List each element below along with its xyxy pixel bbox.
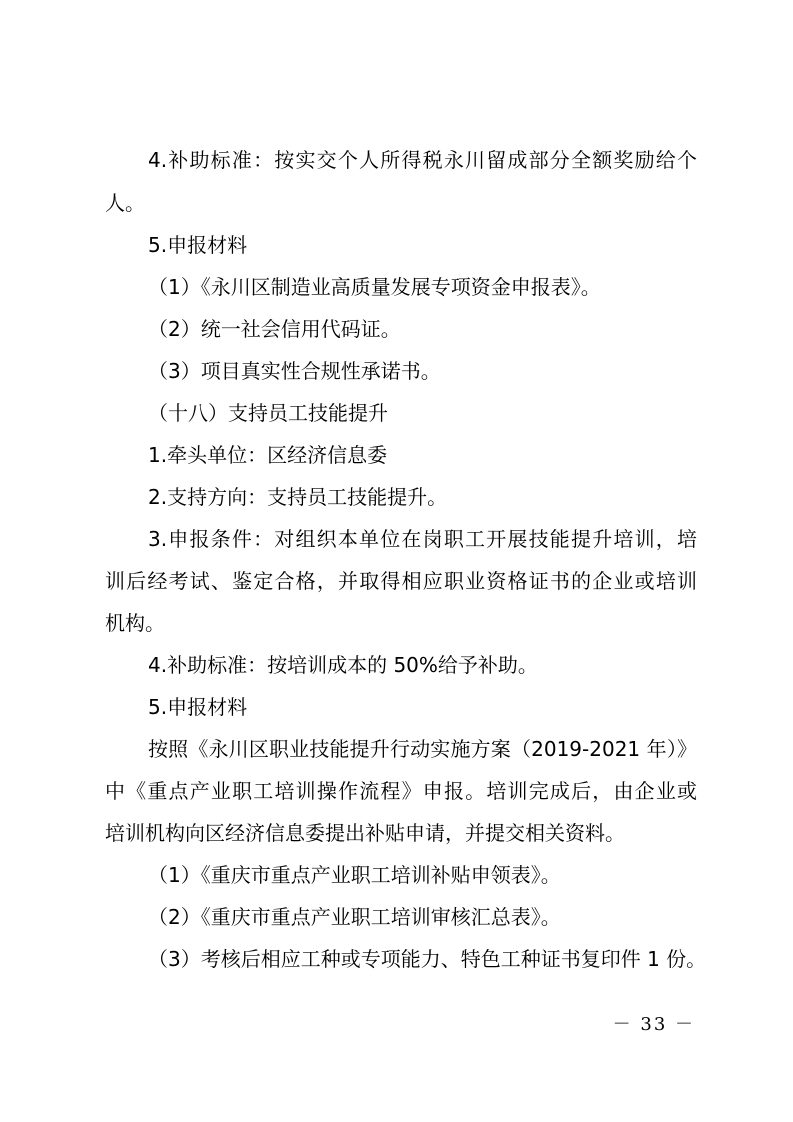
section-heading: （十八）支持员工技能提升 — [148, 401, 388, 425]
paragraph-line: 中《重点产业职工培训操作流程》申报。培训完成后，由企业或 — [105, 779, 697, 803]
paragraph-line: 1.牵头单位：区经济信息委 — [148, 443, 388, 467]
list-item: （1）《永川区制造业高质量发展专项资金申报表》。 — [148, 275, 601, 299]
list-item: （3）项目真实性合规性承诺书。 — [148, 359, 441, 383]
paragraph-line: 3.申报条件：对组织本单位在岗职工开展技能提升培训，培 — [148, 527, 697, 551]
section-heading: 5.申报材料 — [148, 695, 248, 719]
section-heading: 5.申报材料 — [148, 233, 248, 257]
paragraph-line: 训后经考试、鉴定合格，并取得相应职业资格证书的企业或培训 — [105, 569, 697, 593]
paragraph-line: 机构。 — [105, 611, 165, 635]
paragraph-line: 4.补助标准：按培训成本的 50%给予补助。 — [148, 653, 538, 677]
paragraph-line: 4.补助标准：按实交个人所得税永川留成部分全额奖励给个 — [148, 148, 697, 172]
paragraph-line: 培训机构向区经济信息委提出补贴申请，并提交相关资料。 — [105, 821, 625, 845]
list-item: （2）统一社会信用代码证。 — [148, 317, 401, 341]
list-item: （3）考核后相应工种或专项能力、特色工种证书复印件 1 份。 — [148, 947, 707, 971]
paragraph-line: 按照《永川区职业技能提升行动实施方案（2019-2021 年）》 — [148, 737, 697, 761]
list-item: （1）《重庆市重点产业职工培训补贴申领表》。 — [148, 863, 561, 887]
paragraph-line: 人。 — [105, 191, 145, 215]
paragraph-line: 2.支持方向：支持员工技能提升。 — [148, 485, 448, 509]
list-item: （2）《重庆市重点产业职工培训审核汇总表》。 — [148, 905, 561, 929]
page-number: － 33 － — [612, 1014, 695, 1035]
